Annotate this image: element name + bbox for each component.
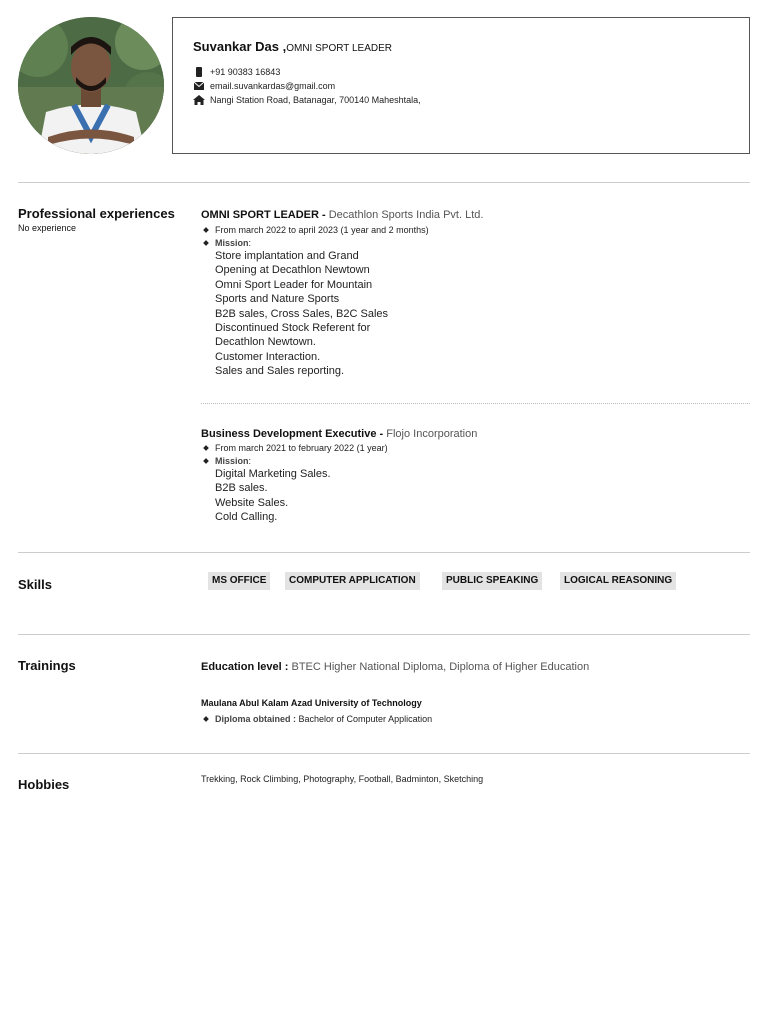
skill-badge: COMPUTER APPLICATION: [285, 572, 420, 590]
mission-line: Opening at Decathlon Newtown: [215, 264, 370, 277]
mission-line: B2B sales.: [215, 482, 268, 495]
job-role: Business Development Executive -: [201, 428, 384, 440]
job-mission-list-1: [215, 249, 388, 379]
mission-line: Sales and Sales reporting.: [215, 365, 345, 378]
job-separator: [201, 403, 750, 404]
job-period-2: [204, 443, 388, 453]
mission-line: Decathlon Newtown.: [215, 336, 316, 349]
university-name: Maulana Abul Kalam Azad University of Technology: [201, 698, 422, 708]
job-title-1: [201, 209, 483, 221]
skill-badge: MS OFFICE: [208, 572, 270, 590]
mission-line: Digital Marketing Sales.: [215, 468, 331, 480]
experience-section-subtitle: No experience: [18, 223, 77, 233]
job-mission-label-1: [204, 238, 251, 248]
bullet-icon: [203, 227, 209, 233]
contact-address: [193, 95, 421, 105]
mission-label: Mission: [215, 456, 249, 466]
email-text: email.suvankardas@gmail.com: [210, 81, 336, 91]
mission-label: Mission: [215, 238, 249, 248]
bullet-icon: [203, 240, 209, 246]
mission-line: B2B sales, Cross Sales, B2C Sales: [215, 307, 389, 320]
mission-line: Discontinued Stock Referent for: [215, 322, 371, 335]
hobbies-section-title: Hobbies: [18, 777, 70, 792]
candidate-name: Suvankar Das ,: [193, 39, 287, 54]
section-divider: [18, 182, 750, 183]
name-line: [193, 38, 392, 56]
phone-icon: [193, 67, 205, 77]
job-period-text: From march 2022 to april 2023 (1 year and 2 months): [215, 225, 429, 235]
job-role: OMNI SPORT LEADER -: [201, 209, 326, 221]
bullet-icon: [203, 458, 209, 464]
section-divider: [18, 552, 750, 553]
mission-line: Sports and Nature Sports: [215, 293, 340, 306]
hobbies-text: Trekking, Rock Climbing, Photography, Football, Badminton, Sketching: [201, 774, 484, 784]
address-text: Nangi Station Road, Batanagar, 700140 Maheshtala,: [210, 95, 421, 105]
education-level: [201, 661, 589, 673]
job-company: Flojo Incorporation: [386, 428, 478, 440]
diploma-label: Diploma obtained :: [215, 714, 296, 724]
profile-photo: [18, 17, 164, 154]
mission-line: Website Sales.: [215, 496, 289, 509]
bullet-icon: [203, 716, 209, 722]
education-label: Education level :: [201, 661, 289, 673]
skill-badge: LOGICAL REASONING: [560, 572, 676, 590]
phone-text: +91 90383 16843: [210, 67, 281, 77]
skill-badge: PUBLIC SPEAKING: [442, 572, 542, 590]
job-title-2: [201, 428, 477, 440]
diploma-item: [204, 714, 432, 724]
job-period-text: From march 2021 to february 2022 (1 year): [215, 443, 388, 453]
mission-line: Store implantation and Grand: [215, 250, 359, 262]
job-mission-label-2: [204, 456, 251, 466]
home-icon: [193, 95, 205, 105]
mission-colon: :: [248, 456, 252, 466]
candidate-job-title: OMNI SPORT LEADER: [286, 43, 392, 54]
job-company: Decathlon Sports India Pvt. Ltd.: [328, 209, 484, 221]
job-period-1: [204, 225, 429, 235]
diploma-value: Bachelor of Computer Application: [298, 714, 433, 724]
trainings-section-title: Trainings: [18, 658, 76, 673]
mission-line: Omni Sport Leader for Mountain: [215, 278, 373, 291]
mission-colon: :: [248, 238, 252, 248]
contact-phone: [193, 67, 280, 77]
skills-section-title: Skills: [18, 577, 52, 592]
bullet-icon: [203, 445, 209, 451]
contact-email: [193, 81, 335, 91]
education-value: BTEC Higher National Diploma, Diploma of Higher Education: [291, 661, 590, 673]
job-mission-list-2: [215, 467, 331, 525]
section-divider: [18, 634, 750, 635]
experience-section-title: Professional experiences: [18, 206, 175, 221]
mission-line: Cold Calling.: [215, 511, 278, 524]
section-divider: [18, 753, 750, 754]
mission-line: Customer Interaction.: [215, 350, 321, 363]
envelope-icon: [193, 81, 205, 91]
